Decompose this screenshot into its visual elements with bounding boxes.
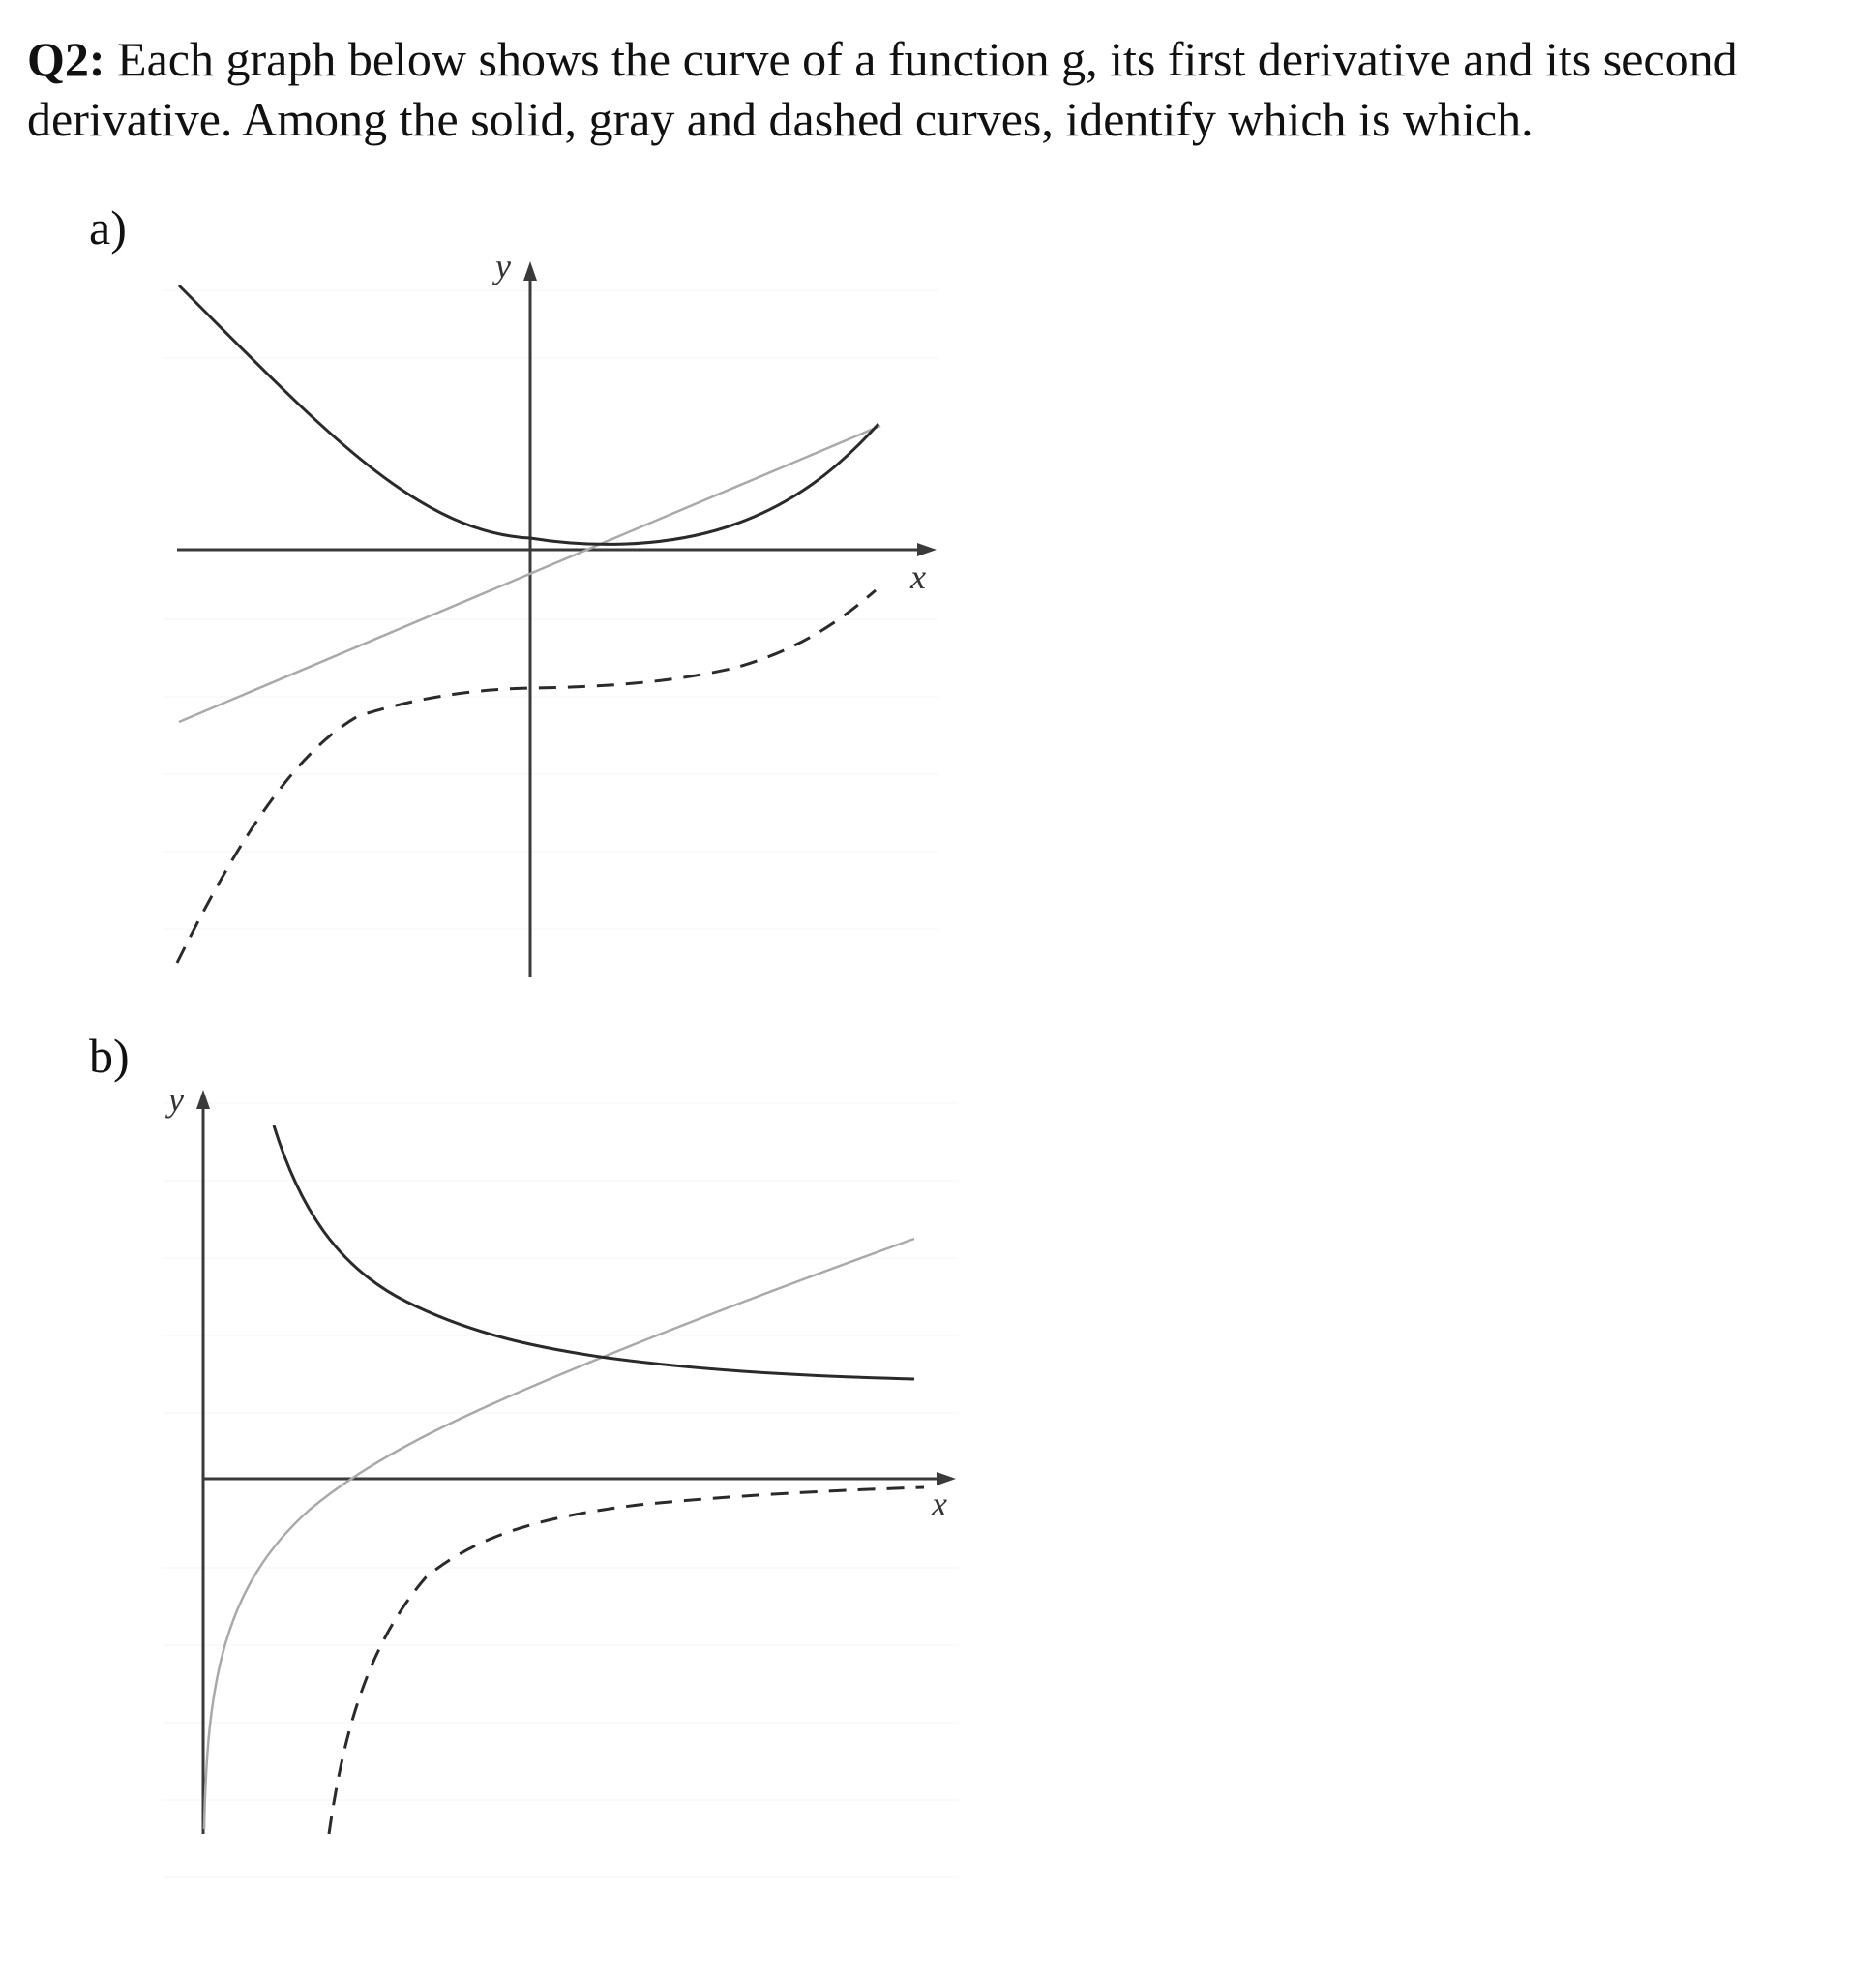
graph-b-y-arrow [196,1090,210,1109]
graph-a-x-label: x [910,557,926,596]
question-body: Each graph below shows the curve of a function g, its first derivative and its second derivative. Among the solid, gray and dashed curves, identify which is which. [27,32,1738,146]
graph-b-x-arrow [937,1472,956,1485]
part-a-label: a) [89,200,127,255]
graph-a-y-label: y [495,247,511,285]
graph-b-dashed-curve [329,1487,924,1834]
question-label: Q2: [27,32,105,86]
graph-b-y-label: y [168,1080,184,1119]
graph-b-gray-curve [204,1239,914,1829]
graph-b-x-label: x [932,1485,947,1523]
part-b-label: b) [89,1029,130,1083]
graph-b-solid-curve [274,1125,914,1379]
